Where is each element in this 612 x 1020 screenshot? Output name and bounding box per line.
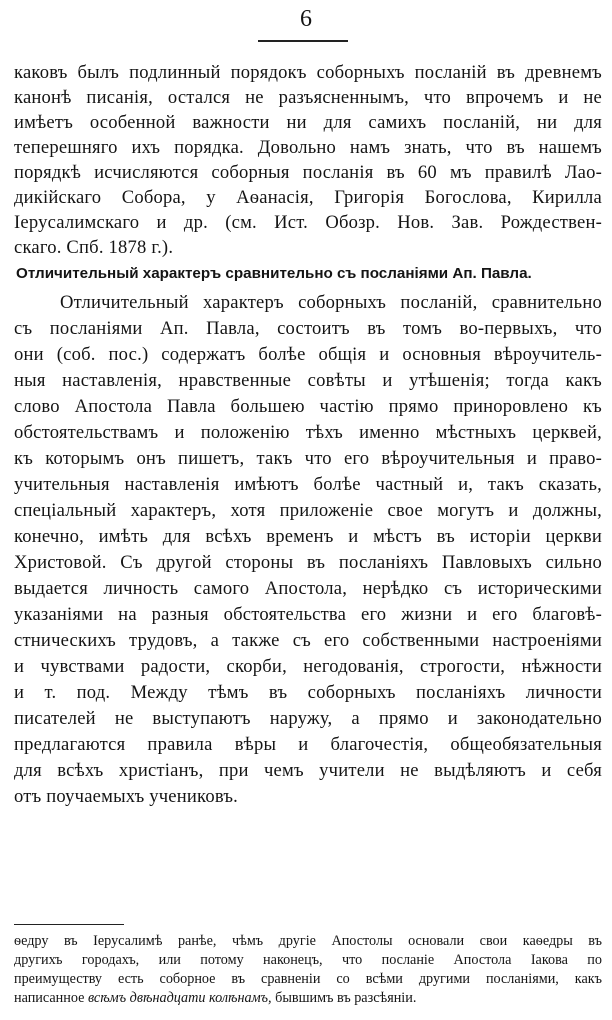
footnote-rule: [14, 924, 124, 925]
body-line: теперешняго ихъ порядка. Довольно намъ знать, что въ нашемъ: [14, 137, 602, 158]
body-line: и т. под. Между тѣмъ въ соборныхъ посланіяхъ личности: [14, 682, 602, 703]
footnote-text: бывшимъ въ разсѣяніи.: [271, 990, 417, 1006]
body-line: къ которымъ онъ пишетъ, такъ что его вѣроучительныя и право-: [14, 448, 602, 469]
body-line: канонѣ писанія, остался не разъясненнымъ, что впрочемъ и не: [14, 87, 602, 108]
body-line: они (соб. пос.) содержатъ болѣе общія и основныя вѣроучитель-: [14, 344, 602, 365]
body-line: ныя наставленія, нравственные совѣты и утѣшенія; тогда какъ: [14, 370, 602, 391]
page-number: 6: [300, 6, 312, 32]
body-line: Іерусалимскаго и др. (см. Ист. Обозр. Нов. Зав. Рождествен-: [14, 212, 602, 233]
body-line-first-indented: Отличительный характеръ соборныхъ посланій, сравнительно: [60, 292, 602, 313]
body-line: Христовой. Съ другой стороны въ посланіяхъ Павловыхъ сильно: [14, 552, 602, 573]
body-line: учительныя наставленія имѣютъ болѣе частный и, такъ сказать,: [14, 474, 602, 495]
body-line: и чувствами радости, скорби, негодованія, строгости, нѣжности: [14, 656, 602, 677]
body-line: выдается личность самого Апостола, нерѣдко съ историческими: [14, 578, 602, 599]
body-line: обстоятельствамъ и положенію тѣхъ именно мѣстныхъ церквей,: [14, 422, 602, 443]
footnote-italic-quote: всѣмъ двѣнадцати колѣнамъ,: [87, 990, 272, 1006]
body-line: порядкѣ исчисляются соборныя посланія въ 60 мъ правилѣ Лао-: [14, 162, 602, 183]
section-subheading: Отличительный характеръ сравнительно съ посланіями Ап. Павла.: [16, 265, 532, 282]
body-line-last: скаго. Спб. 1878 г.).: [14, 237, 174, 258]
body-line: конечно, имѣть для всѣхъ временъ и мѣстъ въ исторіи церкви: [14, 526, 602, 547]
footnote-line: преимуществу есть соборное въ сравненіи со всѣми другими посланіями, какъ: [14, 971, 602, 987]
body-line: дикійскаго Собора, у Аѳанасія, Григорія Богослова, Кирилла: [14, 187, 602, 208]
body-line: каковъ былъ подлинный порядокъ соборныхъ посланій въ древнемъ: [14, 62, 602, 83]
body-line-last: отъ поучаемыхъ учениковъ.: [14, 786, 239, 807]
body-line: предлагаются правила вѣры и благочестія, общеобязательныя: [14, 734, 602, 755]
body-line: съ посланіями Ап. Павла, состоитъ въ томъ во-первыхъ, что: [14, 318, 602, 339]
body-line: писателей не выступаютъ наружу, а прямо и законодательно: [14, 708, 602, 729]
footnote-text: написанное: [14, 990, 88, 1006]
footnote-line: ѳедру въ Іерусалимѣ ранѣе, чѣмъ другіе Апостолы основали свои каѳедры въ: [14, 933, 602, 949]
body-line: указаніями на разныя обстоятельства его жизни и его благовѣ-: [14, 604, 602, 625]
header-rule: [258, 40, 348, 42]
body-line: стническихъ трудовъ, а также съ его собственными настроеніями: [14, 630, 602, 651]
body-line: имѣетъ особенной важности ни для самихъ посланій, ни для: [14, 112, 602, 133]
body-line: спеціальный характеръ, хотя приложеніе свое могутъ и должны,: [14, 500, 602, 521]
footnote-line: другихъ городахъ, или потому наконецъ, что посланіе Апостола Іакова по: [14, 952, 602, 968]
footnote-line-last: [14, 989, 602, 1007]
body-line: слово Апостола Павла большею частію прямо приноровлено къ: [14, 396, 602, 417]
body-line: для всѣхъ христіанъ, при чемъ учители не выдѣляютъ и себя: [14, 760, 602, 781]
